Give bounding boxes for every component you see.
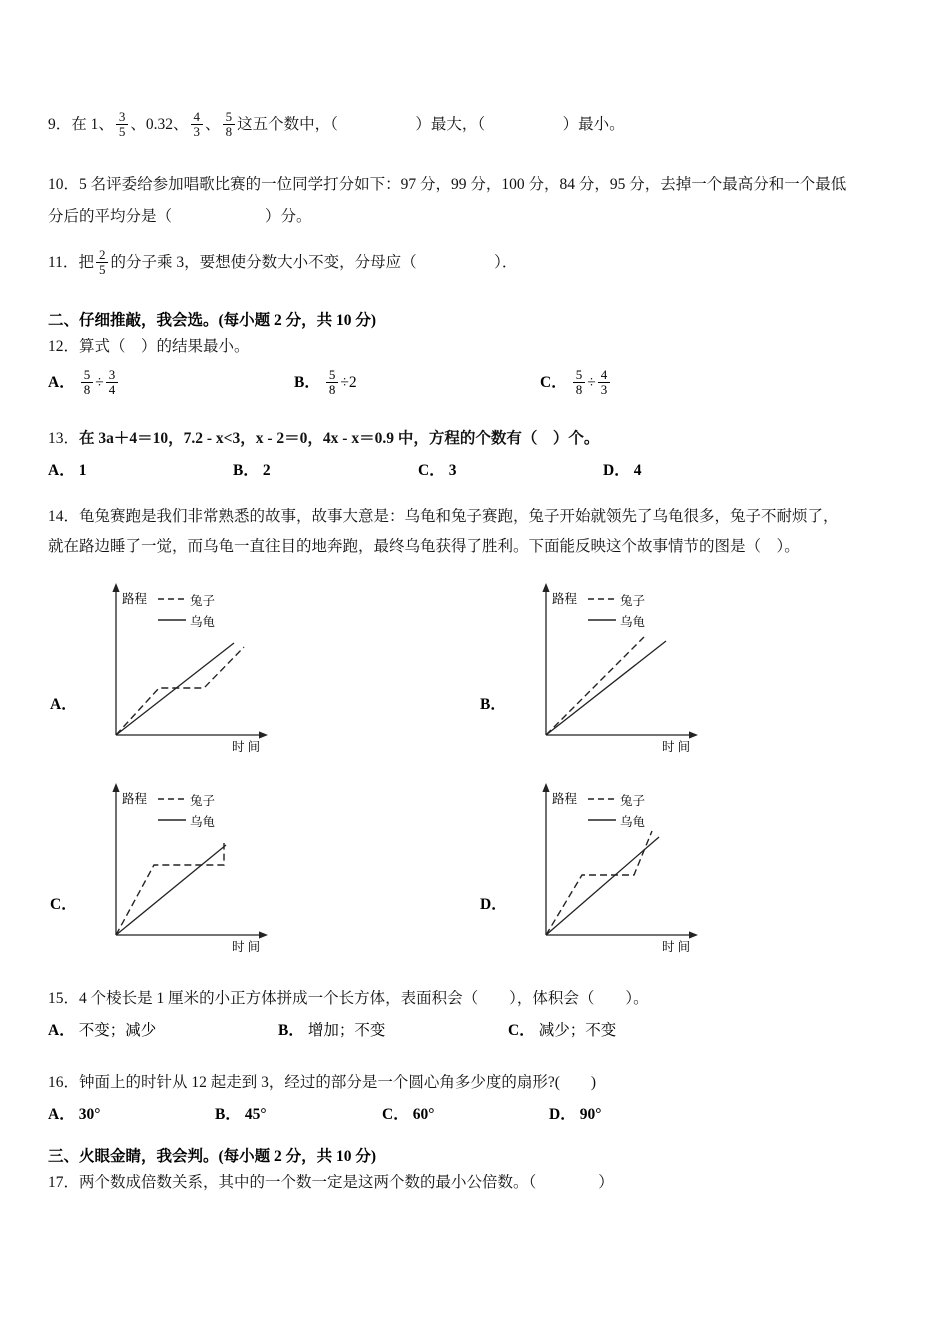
q14-number: 14． xyxy=(48,508,80,525)
q9-mid-1: 、0.32、 xyxy=(130,116,189,133)
q10-line-2: 分后的平均分是（ ）分。 xyxy=(48,208,312,225)
q16-option-c-text: 60° xyxy=(412,1106,435,1123)
q13-option-a-label: A． xyxy=(48,462,75,479)
q17-number: 17． xyxy=(48,1174,80,1191)
q14-chart-b-legend-tortoise: 乌龟 xyxy=(620,615,646,629)
q13-option-d-label: D． xyxy=(603,462,630,479)
q14-chart-a-legend-rabbit: 兔子 xyxy=(190,594,216,608)
q14-chart-group xyxy=(48,570,908,970)
q14-chart-c-ylabel: 路程 xyxy=(122,792,148,806)
question-10 xyxy=(48,170,908,234)
q10-number: 10． xyxy=(48,176,80,193)
q9-fraction-1: $\frac{3}{5}$ xyxy=(116,110,129,138)
q9-fraction-3: $\frac{5}{8}$ xyxy=(223,110,236,138)
q14-chart-b-ylabel: 路程 xyxy=(552,592,578,606)
q14-chart-a-graphic xyxy=(84,575,304,765)
q14-line-1: 龟兔赛跑是我们非常熟悉的故事，故事大意是：乌龟和兔子赛跑，兔子开始就领先了乌龟很多，兔子不耐烦了， xyxy=(79,508,839,525)
q16-option-b[interactable] xyxy=(215,1100,382,1130)
q16-option-d-label: D． xyxy=(549,1106,576,1123)
q12-option-b-divide-sign: ÷ xyxy=(340,374,349,391)
question-12 xyxy=(48,332,908,362)
q13-option-a-text: 1 xyxy=(78,462,87,479)
q12-option-b[interactable] xyxy=(294,368,540,398)
q10-line-1: 5 名评委给参加唱歌比赛的一位同学打分如下：97 分，99 分，100 分，84 分，95 分，去掉一个最高分和一个最低 xyxy=(79,176,847,193)
q9-number: 9． xyxy=(48,116,72,133)
q14-chart-b[interactable] xyxy=(478,570,908,770)
q13-option-d[interactable] xyxy=(603,456,641,486)
q16-option-c[interactable] xyxy=(382,1100,549,1130)
q15-options xyxy=(48,1016,908,1046)
q12-option-a-frac-2: $\frac{3}{4}$ xyxy=(106,368,119,396)
q14-chart-d-label: D． xyxy=(480,896,507,913)
q11-number: 11． xyxy=(48,254,79,271)
q14-chart-a-legend-tortoise: 乌龟 xyxy=(190,615,216,629)
exam-content xyxy=(48,0,908,1198)
question-9 xyxy=(48,110,908,140)
q15-option-a[interactable] xyxy=(48,1016,278,1046)
question-14 xyxy=(48,502,908,562)
q14-chart-b-graphic xyxy=(514,575,734,765)
q14-line-2: 就在路边睡了一觉，而乌龟一直往目的地奔跑，最终乌龟获得了胜利。下面能反映这个故事情节的图是（ ）。 xyxy=(48,538,800,555)
q14-chart-a-label: A． xyxy=(50,696,77,713)
q13-option-b-label: B． xyxy=(233,462,259,479)
q14-chart-a[interactable] xyxy=(48,570,478,770)
q14-chart-d-ylabel: 路程 xyxy=(552,792,578,806)
q15-text: 4 个棱长是 1 厘米的小正方体拼成一个长方体，表面积会（ ），体积会（ ）。 xyxy=(79,990,649,1007)
q12-option-a[interactable] xyxy=(48,368,294,398)
q14-chart-d-legend-rabbit: 兔子 xyxy=(620,794,646,808)
q16-option-a-text: 30° xyxy=(78,1106,101,1123)
q12-option-b-label: B． xyxy=(294,374,320,391)
q16-option-c-label: C． xyxy=(382,1106,409,1123)
q15-option-c-text: 减少；不变 xyxy=(538,1022,617,1039)
question-16 xyxy=(48,1068,908,1098)
question-15 xyxy=(48,984,908,1014)
question-11 xyxy=(48,248,908,278)
section-3-title: 三、火眼金睛，我会判。(每小题 2 分，共 10 分) xyxy=(48,1148,377,1165)
q16-option-b-label: B． xyxy=(215,1106,241,1123)
q16-option-d[interactable] xyxy=(549,1100,601,1130)
q12-option-c[interactable] xyxy=(540,368,612,398)
q16-text: 钟面上的时针从 12 起走到 3，经过的部分是一个圆心角多少度的扇形?( ) xyxy=(79,1074,597,1091)
q15-option-a-text: 不变；减少 xyxy=(78,1022,157,1039)
q9-fraction-2: $\frac{4}{3}$ xyxy=(191,110,204,138)
q13-option-b-text: 2 xyxy=(262,462,271,479)
q14-chart-c-xlabel: 时 间 xyxy=(232,940,261,954)
question-17 xyxy=(48,1168,908,1198)
q9-lead: 在 1、 xyxy=(71,116,114,133)
q14-chart-d-xlabel: 时 间 xyxy=(662,940,691,954)
q15-number: 15． xyxy=(48,990,80,1007)
q12-option-b-frac: $\frac{5}{8}$ xyxy=(326,368,339,396)
question-13 xyxy=(48,424,908,454)
q16-option-a[interactable] xyxy=(48,1100,215,1130)
q12-option-a-divide-sign: ÷ xyxy=(95,374,104,391)
q14-chart-d-graphic xyxy=(514,775,734,965)
q13-option-d-text: 4 xyxy=(633,462,642,479)
q12-option-a-label: A． xyxy=(48,374,75,391)
q12-option-a-frac-1: $\frac{5}{8}$ xyxy=(81,368,94,396)
q13-option-c[interactable] xyxy=(418,456,603,486)
q13-option-c-text: 3 xyxy=(448,462,457,479)
q12-option-c-label: C． xyxy=(540,374,567,391)
q14-chart-d-legend-tortoise: 乌龟 xyxy=(620,815,646,829)
q13-option-a[interactable] xyxy=(48,456,233,486)
q16-option-b-text: 45° xyxy=(244,1106,267,1123)
section-2-title: 二、仔细推敲，我会选。(每小题 2 分，共 10 分) xyxy=(48,312,377,329)
q17-text: 两个数成倍数关系，其中的一个数一定是这两个数的最小公倍数。（ ） xyxy=(79,1174,614,1191)
q9-tail: 这五个数中，（ ）最大，（ ）最小。 xyxy=(237,116,625,133)
q13-number: 13． xyxy=(48,430,80,447)
q16-options xyxy=(48,1100,908,1130)
q14-chart-c-legend-tortoise: 乌龟 xyxy=(190,815,216,829)
q14-chart-row-2 xyxy=(48,770,908,970)
q14-chart-a-xlabel: 时 间 xyxy=(232,740,261,754)
q12-option-b-number: 2 xyxy=(348,374,357,391)
q14-chart-b-xlabel: 时 间 xyxy=(662,740,691,754)
q14-chart-c[interactable] xyxy=(48,770,478,970)
q14-chart-b-legend-rabbit: 兔子 xyxy=(620,594,646,608)
q12-option-c-frac-2: $\frac{4}{3}$ xyxy=(598,368,611,396)
q12-text: 算式（ ）的结果最小。 xyxy=(79,338,250,355)
q12-option-c-divide-sign: ÷ xyxy=(587,374,596,391)
q15-option-b-label: B． xyxy=(278,1022,304,1039)
q16-option-d-text: 90° xyxy=(579,1106,602,1123)
q13-options xyxy=(48,456,908,486)
q14-chart-c-graphic xyxy=(84,775,304,965)
q13-option-c-label: C． xyxy=(418,462,445,479)
q9-mid-2: 、 xyxy=(205,116,221,133)
q14-chart-a-ylabel: 路程 xyxy=(122,592,148,606)
q11-lead: 把 xyxy=(78,254,94,271)
q15-option-b[interactable] xyxy=(278,1016,508,1046)
q14-chart-c-label: C． xyxy=(50,896,77,913)
q12-option-c-frac-1: $\frac{5}{8}$ xyxy=(573,368,586,396)
q12-number: 12． xyxy=(48,338,80,355)
q14-chart-row-1 xyxy=(48,570,908,770)
q16-option-a-label: A． xyxy=(48,1106,75,1123)
q13-option-b[interactable] xyxy=(233,456,418,486)
q16-number: 16． xyxy=(48,1074,80,1091)
q15-option-b-text: 增加；不变 xyxy=(307,1022,386,1039)
q14-chart-b-label: B． xyxy=(480,696,506,713)
q11-fraction: $\frac{2}{5}$ xyxy=(96,248,109,276)
q11-tail: 的分子乘 3，要想使分数大小不变，分母应（ ）． xyxy=(110,254,518,271)
q14-chart-d[interactable] xyxy=(478,770,908,970)
q13-text: 在 3a＋4＝10，7.2 - x<3，x - 2＝0，4x - x＝0.9 中，方程的个数有（ ）个。 xyxy=(79,430,600,447)
q14-chart-c-legend-rabbit: 兔子 xyxy=(190,794,216,808)
q15-option-a-label: A． xyxy=(48,1022,75,1039)
q12-options xyxy=(48,368,908,398)
q15-option-c[interactable] xyxy=(508,1016,616,1046)
q15-option-c-label: C． xyxy=(508,1022,535,1039)
